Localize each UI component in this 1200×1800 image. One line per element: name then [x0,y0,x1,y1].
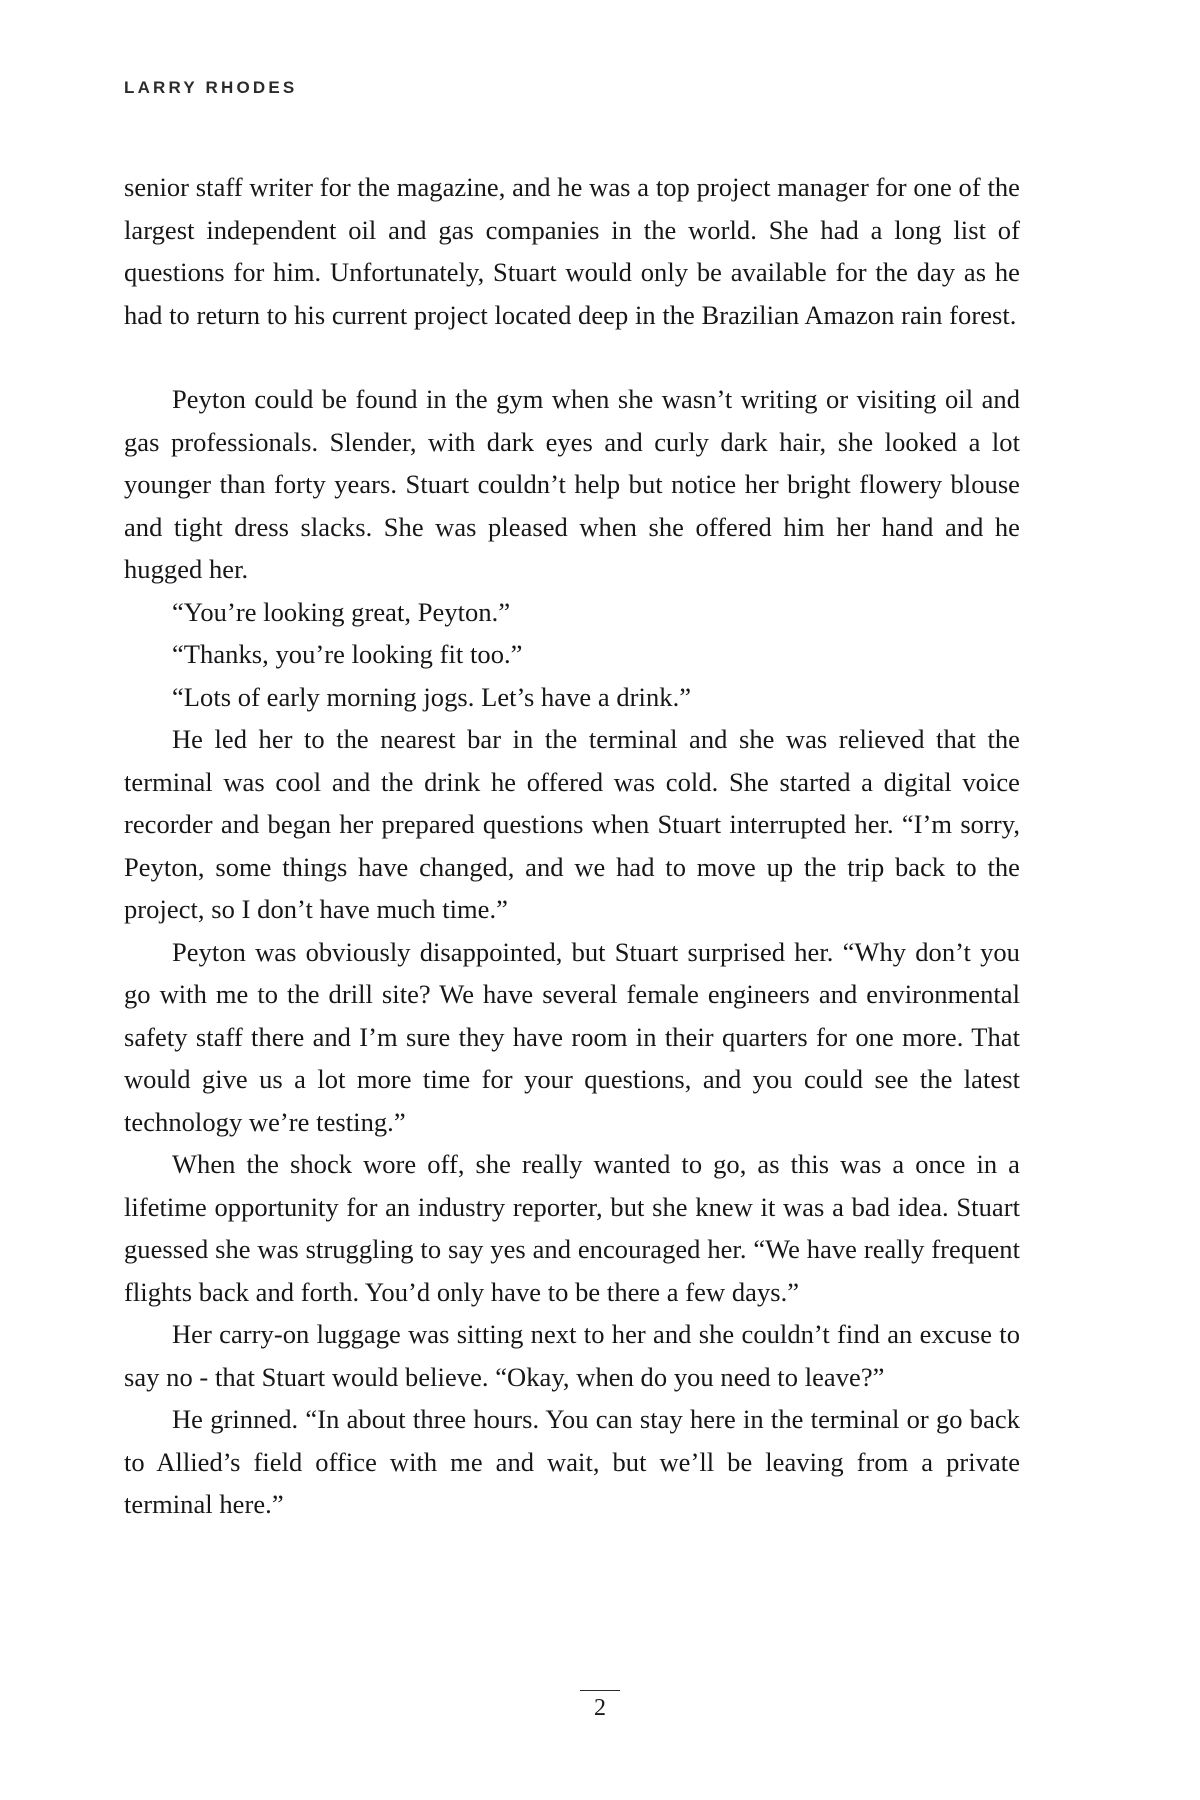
paragraph: He grinned. “In about three hours. You can stay here in the terminal or go back to Allied’s field office with me and wait, but we’ll be leaving from a private terminal here.” [124,1404,1020,1519]
paragraph: Peyton was obviously disappointed, but Stuart surprised her. “Why don’t you go with me to the drill site? We have several female engineers and environmental safety staff there and I’m sure they have room in their quarters for one more. That would give us a lot more time for your questions, and you could see the latest technology we’re testing.” [124,936,1020,1137]
paragraph: Peyton could be found in the gym when she wasn’t writing or visiting oil and gas professionals. Slender, with dark eyes and curly dark hair, she looked a lot younger than forty years. Stuart couldn’t help but notice her bright flowery blouse and tight dress slacks. She was pleased when she offered him her hand and he hugged her. [124,384,1020,584]
folio-rule [580,1690,620,1691]
page-number: 2 [594,1695,606,1721]
folio [0,1690,1200,1722]
paragraph-spacer [124,336,1020,378]
running-head-author: LARRY RHODES [124,78,298,97]
paragraph: When the shock wore off, she really wanted to go, as this was a once in a lifetime opportunity for an industry reporter, but she knew it was a bad idea. Stuart guessed she was struggling to say yes and encouraged her. “We have really frequent flights back and forth. You’d only have to be there a few days.” [124,1149,1020,1307]
body-text-block [124,166,1020,1526]
paragraph-continued: senior staff writer for the magazine, and he was a top project manager for one of the largest independent oil and gas companies in the world. She had a long list of questions for him. Unfortunately, Stuart would only be available for the day as he had to return to his current project located deep in the Brazilian Amazon rain forest. [124,172,1020,330]
dialogue-line: “You’re looking great, Peyton.” [172,596,511,627]
dialogue-line: “Lots of early morning jogs. Let’s have a drink.” [172,681,692,712]
dialogue-line: “Thanks, you’re looking fit too.” [172,639,523,669]
paragraph: He led her to the nearest bar in the terminal and she was relieved that the terminal was cool and the drink he offered was cold. She started a digital voice recorder and began her prepared questions when Stuart interrupted her. “I’m sorry, Peyton, some things have changed, and we had to move up the trip back to the project, so I don’t have much time.” [124,724,1020,924]
paragraph: Her carry-on luggage was sitting next to her and she couldn’t find an excuse to say no - that Stuart would believe. “Okay, when do you need to leave?” [124,1319,1020,1392]
